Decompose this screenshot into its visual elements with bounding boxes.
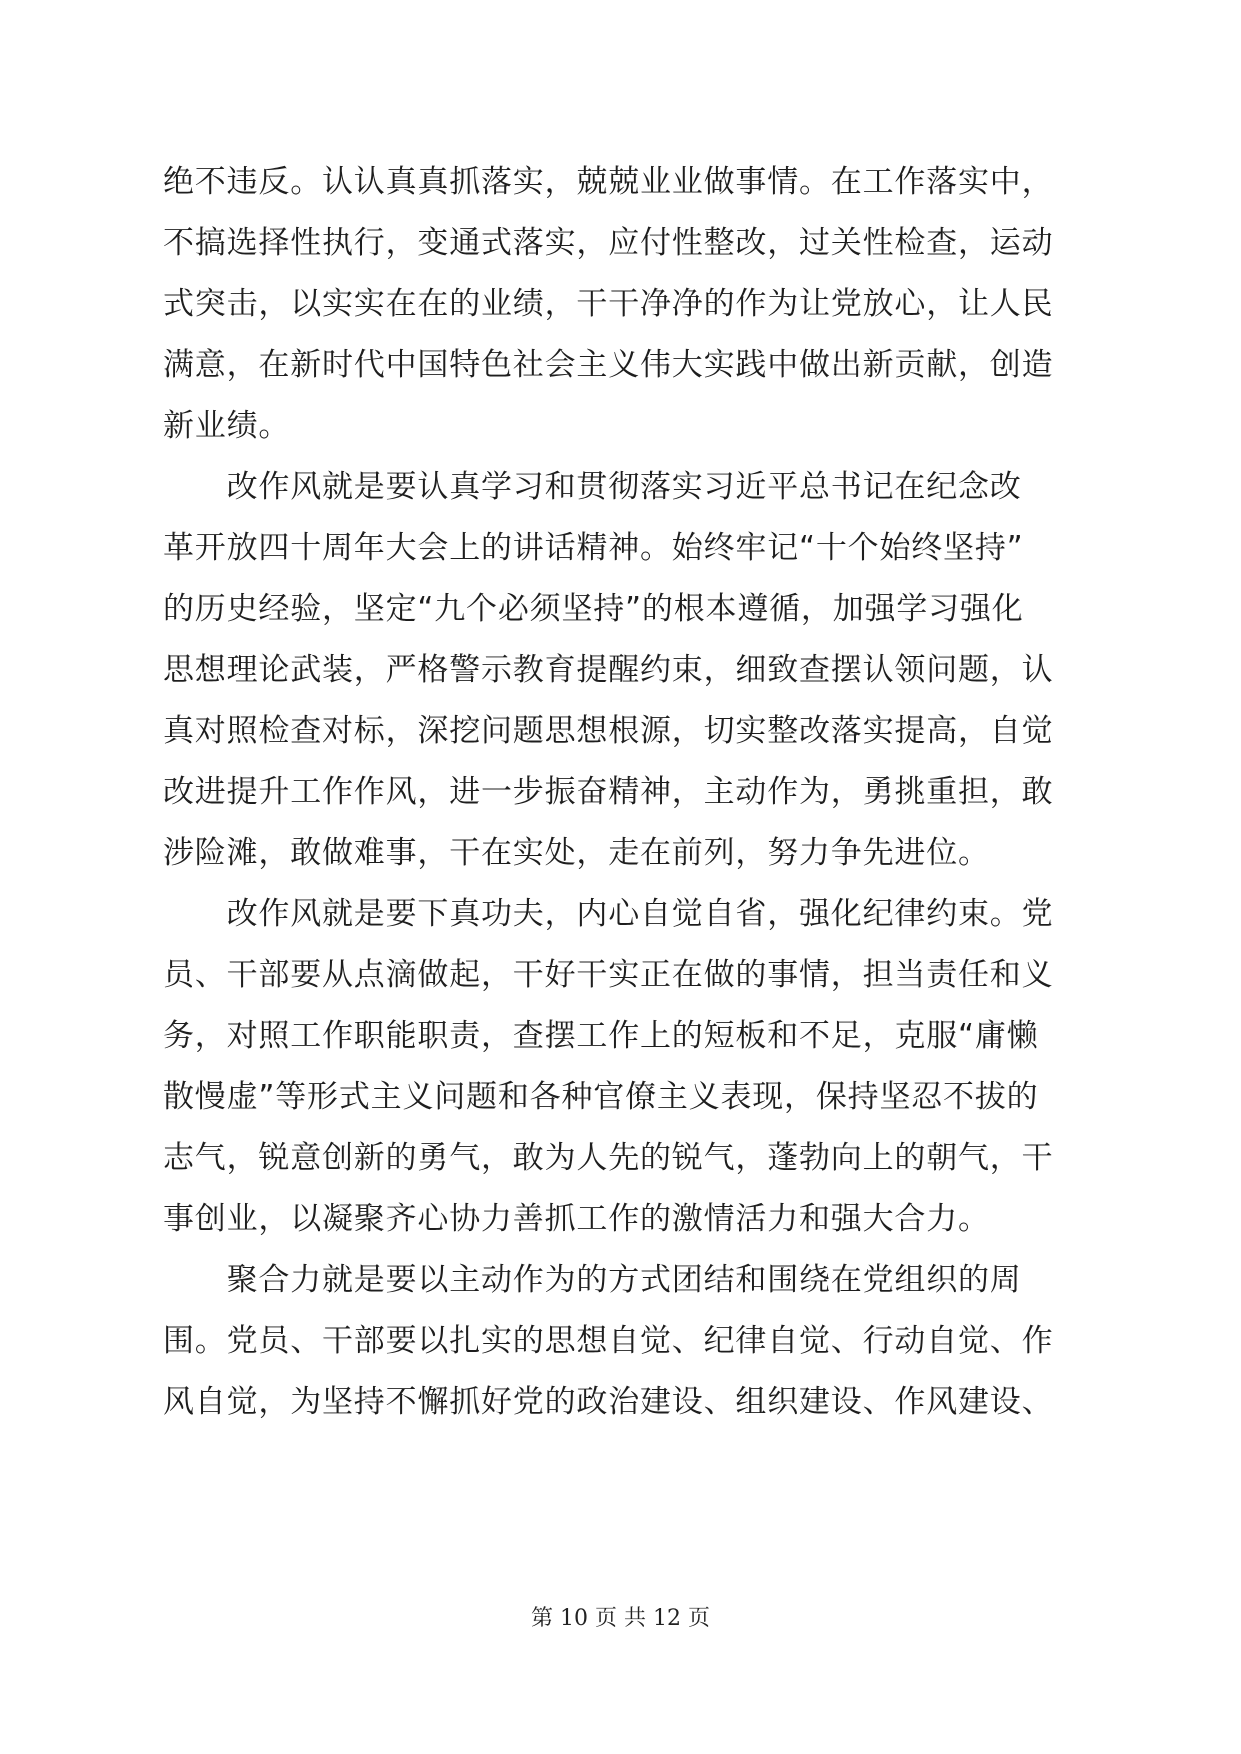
- text-line: 改作风就是要下真功夫，内心自觉自省，强化纪律约束。党: [163, 896, 1054, 932]
- text-line: 聚合力就是要以主动作为的方式团结和围绕在党组织的周: [163, 1262, 1022, 1298]
- text-line: 革开放四十周年大会上的讲话精神。始终牢记“十个始终坚持”: [163, 530, 1024, 566]
- text-line: 务，对照工作职能职责，查摆工作上的短板和不足，克服“庸懒: [163, 1018, 1039, 1054]
- text-line: 员、干部要从点滴做起，干好干实正在做的事情，担当责任和义: [163, 957, 1054, 993]
- text-line: 绝不违反。认认真真抓落实，兢兢业业做事情。在工作落实中，: [163, 164, 1054, 200]
- text-line: 围。党员、干部要以扎实的思想自觉、纪律自觉、行动自觉、作: [163, 1323, 1054, 1359]
- text-line: 事创业，以凝聚齐心协力善抓工作的激情活力和强大合力。: [163, 1201, 990, 1237]
- text-line: 涉险滩，敢做难事，干在实处，走在前列，努力争先进位。: [163, 835, 990, 871]
- text-line: 新业绩。: [163, 408, 291, 444]
- text-line: 志气，锐意创新的勇气，敢为人先的锐气，蓬勃向上的朝气，干: [163, 1140, 1054, 1176]
- page-number-footer: 第 10 页 共 12 页: [531, 1606, 710, 1631]
- text-line: 满意，在新时代中国特色社会主义伟大实践中做出新贡献，创造: [163, 347, 1054, 383]
- text-line: 的历史经验，坚定“九个必须坚持”的根本遵循，加强学习强化: [163, 591, 1024, 627]
- text-line: 思想理论武装，严格警示教育提醒约束，细致查摆认领问题，认: [163, 652, 1054, 688]
- text-line: 散慢虚”等形式主义问题和各种官僚主义表现，保持坚忍不拔的: [163, 1079, 1039, 1115]
- text-line: 真对照检查对标，深挖问题思想根源，切实整改落实提高，自觉: [163, 713, 1054, 749]
- text-line: 改作风就是要认真学习和贯彻落实习近平总书记在纪念改: [163, 469, 1022, 505]
- text-line: 风自觉，为坚持不懈抓好党的政治建设、组织建设、作风建设、: [163, 1384, 1054, 1420]
- text-line: 不搞选择性执行，变通式落实，应付性整改，过关性检查，运动: [163, 225, 1054, 261]
- text-line: 式突击，以实实在在的业绩，干干净净的作为让党放心，让人民: [163, 286, 1054, 322]
- text-line: 改进提升工作作风，进一步振奋精神，主动作为，勇挑重担，敢: [163, 774, 1054, 810]
